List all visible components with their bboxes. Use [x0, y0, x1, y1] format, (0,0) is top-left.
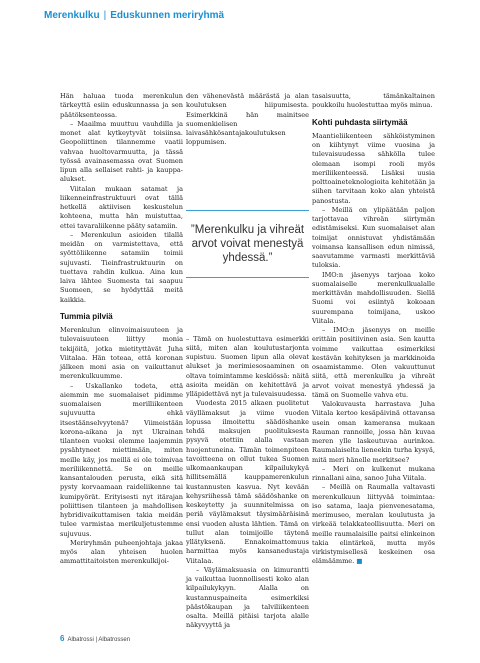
paragraph: – Uskallanko todeta, että aiemmin me suomalaiset pidimme suomalaisen merilliikenteen sujuvuutta ehkä itsestäänselvyytenä? Viimeistään korona-aikana ja nyt Ukrainan tilanteen vuoksi olemme laajemmin pysähtyneet miettimään, miten meille käy, jos meillä ei ole toimivaa meriliikennettä. Se on meille kansantalouden perusta, eikä sitä pysty korvaamaan raideliikenne tai kumipyörät. Erityisesti nyt itärajan poliittisen tilanteen ja mahdollisen hybridivaikuttamisen takia meidän tulee varmistaa merikuljetustemme sujuvuus. [60, 381, 183, 538]
article-column-2 [186, 92, 309, 631]
paragraph-text: – Meillä on Raumalla valtavasti merenkulkuun liittyvää toimintaa: iso satama, laaja pienvenesatama, merimuseo, meralan koulutusta ja virkeää telakkateollisuutta. Meri on meille raumalaisille paitsi elinkeinon takia elintärkeä, mutta myös virkistymisellesä keskeinen osa elämäämme. [312, 483, 435, 566]
paragraph: tasaisuutta, tämänkaltainen poukkoilu huolestuttaa myös minua. [312, 92, 435, 110]
section-subtitle: Eduskunnen meriryhmä [110, 10, 225, 21]
header-separator: | [103, 10, 107, 21]
article-column-1 [60, 92, 183, 567]
paragraph: – Maailma muuttuu vauhdilla ja monet alat kytkeytyvät toisiinsa. Geopoliittinen tilannemme vaatii vahvaa huoltovarmuutta, ja tässä työssä avainasemassa ovat Suomen lipun alla sellaiset rahti- ja kauppa-alukset. [60, 119, 183, 184]
paragraph: IMO:n jäsenyys tarjoaa koko suomalaiselle merenkulkualalle merkittävän mahdollisuuden. Siellä Suomi voi esiintyä kokoaan suurempana toimijana, uskoo Viitala. [312, 270, 435, 325]
paragraph: Vuodesta 2015 alkaen puolitetut väyllämaksut ja viime vuoden lopussa ilmoitettu säädöshanke tehdä maksujen puolituksesta pysyvä otettiin alalla vastaan huojentuneina. Tämän toimenpiteen tavoitteena on ollut tukea Suomen ulkomaankaupan kilpailukykyä hillitsemällä kauppamerenkulun kustannusten kasvua. Nyt kevään kehysriihessä tämä säädöshanke on keskeytetty ja suunnitelmissa on periä väylämaksut täysimääräisinä ensi vuoden alusta lähtien. Tämä on tullut alan toimijoille täytenä yllätyksenä. Ennakoimattomuus harmittaa myös kansanedustaja Viitalaa. [186, 399, 309, 565]
paragraph: Valokuvausta harrastava Juha Viitala kertoo kesäpäivinä ottavansa usein oman kameransa mukaan Rauman rannoille, jossa hän kuvaa meren ylle laskeutuvaa aurinkoa. Raumalaiselta lieneekin turha kysyä, mitä meri hänelle merkitsee? [312, 400, 435, 464]
paragraph-last [312, 483, 435, 566]
paragraph: Maantieliikenteen sähköistyminen on kiihtynyt viime vuosina ja tulevaisuudessa sähkölla tulee olemaan isompi rooli myös meriliikenteessä. Lisäksi uusia polttoaineteknologioita kehitetään ja siihen tarvitaan koko alan yhteistä panostusta. [312, 131, 435, 205]
subheading: Kohti puhdasta siirtymää [312, 117, 408, 127]
paragraph: – Meri on kulkenut mukana rinnallani aina, sanoo Juha Viitala. [312, 464, 435, 482]
magazine-name: Albatrossi | Albatrossen [67, 637, 131, 643]
paragraph: – IMO:n jäsenyys on meille erittäin positiivinen asia. Sen kautta voimme vaikuttaa esimerkiksi kestävän kehityksen ja markkinoida osaamistamme. Olen vakuuttunut siitä, että merenkulku ja vihreät arvot voivat menestyä yhdessä ja tämä on Suomelle vahva etu. [312, 326, 435, 399]
section-name: Merenkulku [44, 10, 100, 21]
page-number: 6 [60, 634, 65, 643]
subheading: Tummia pilviä [60, 311, 113, 321]
page-footer [60, 634, 130, 643]
article-column-3 [312, 92, 435, 567]
paragraph: Meriryhmän puheenjohtaja jakaa myös alan yhteisen huolen ammattitaitoisten merenkulkijoi- [60, 538, 183, 566]
section-header [44, 10, 224, 21]
end-mark: ■ [356, 557, 363, 566]
paragraph: – Tämä on huolestuttava esimerkki siitä, miten alan koulutustarjonta supistuu. Suomen lipun alla olevat alukset ja merimiesosaaminen on oltava toimintamme keskiössä: näitä asioita meidän on kehitettävä ja ylläpidettävä nyt ja tulevaisuudessa. [186, 334, 309, 398]
paragraph: Viitalan mukaan satamat ja liikenneinfrastruktuuri ovat tällä hetkellä aktiivisen keskustelun kohteena, mutta hän muistuttaa, ettei tavaraliikenne pääty satamiin. [60, 184, 183, 230]
paragraph: den vähenevästä määrästä ja alan koulutuksen hiipumisesta. Esimerkkinä hän mainitsee suomenkielisen laivasähkösantajakoulutuksen loppumisen. [186, 92, 309, 147]
paragraph: – Merenkulun asioiden tilallä meidän on varmistettava, että syöttöliikenne satamiin toimii sujuvasti. Tieinfrastruktuurin on tuettava rahdin kulkua. Aina kun laiva lähtee Suomesta tai saapuu Suomeen, se hyödyttää meitä kaikkia. [60, 230, 183, 304]
paragraph: – Meillä on ylipäätään paljon tarjottavaa vihreän siirtymän edistämiseksi. Kun suomalaiset alan toimijat onnistuvat yhdistämään voimansa kansallisen edun nimissä, saavutamme varmasti merkittäviä tuloksia. [312, 205, 435, 270]
paragraph: Hän haluaa tuoda merenkulun tärkeyttä esiin eduskunnassa ja sen päätöksenteossa. [60, 92, 183, 119]
paragraph: Merenkulun elinvoimaisuuteen ja tulevaisuuteen liittyy monia tekijöitä, jotka mietityttävät Juha Viitalaa. Hän toteaa, että koronan jälkeen moni asia on vaikuttanut merenkulkuumme. [60, 326, 183, 381]
pull-quote: ”Merenkulku ja vihreät arvot voivat menestyä yhdessä.” [186, 210, 309, 278]
paragraph: – Väylämaksuasia on kimurantti ja vaikuttaa luonnollisesti koko alan kilpailukykyyn. Alalla on kustannuspaineita esimerkiksi päästökaupan ja talviliikenteen osalta. Meillä pitäisi tarjota alalle näkyvyyttä ja [186, 565, 309, 630]
